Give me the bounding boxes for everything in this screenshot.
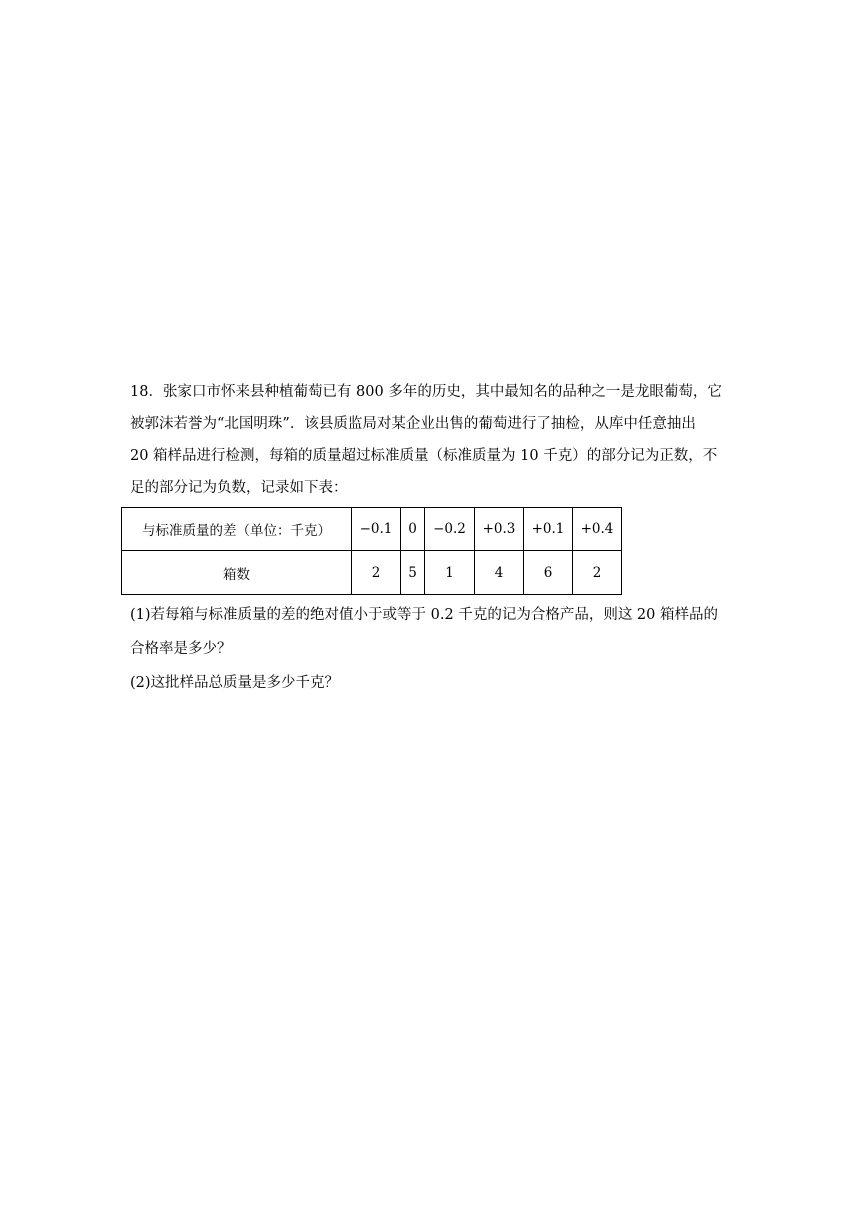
- table-header-difference: 与标准质量的差（单位：千克）: [122, 508, 352, 551]
- problem-text-line-3: 20 箱样品进行检测，每箱的质量超过标准质量（标准质量为 10 千克）的部分记为正数，不: [130, 448, 718, 464]
- table-cell: 1: [425, 551, 475, 595]
- table-row-count: [122, 551, 622, 595]
- table-cell: 2: [352, 551, 401, 595]
- question-1-line-2: 合格率是多少？: [130, 641, 232, 657]
- problem-18: [130, 376, 730, 700]
- problem-text-line-2: 被郭沫若誉为“北国明珠”．该县质监局对某企业出售的葡萄进行了抽检，从库中任意抽出: [130, 416, 696, 432]
- problem-text-line-4: 足的部分记为负数，记录如下表：: [130, 480, 348, 496]
- table-cell: 5: [401, 551, 425, 595]
- question-1-line-1: (1)若每箱与标准质量的差的绝对值小于或等于 0.2 千克的记为合格产品，则这 20 箱样品的: [130, 607, 718, 623]
- table-cell: −0.1: [352, 508, 401, 551]
- table-cell: 2: [573, 551, 622, 595]
- table-cell: +0.1: [524, 508, 573, 551]
- table-cell: 6: [524, 551, 573, 595]
- data-table: [121, 507, 622, 595]
- table-header-count: 箱数: [122, 551, 352, 595]
- question-2: (2)这批样品总质量是多少千克？: [130, 675, 340, 691]
- table-cell: 4: [475, 551, 524, 595]
- problem-text-line-1: 18．张家口市怀来县种植葡萄已有 800 多年的历史，其中最知名的品种之一是龙眼葡萄，它: [130, 384, 722, 400]
- table-cell: 0: [401, 508, 425, 551]
- table-row-difference: [122, 508, 622, 551]
- table-cell: +0.3: [475, 508, 524, 551]
- table-cell: −0.2: [425, 508, 475, 551]
- table-cell: +0.4: [573, 508, 622, 551]
